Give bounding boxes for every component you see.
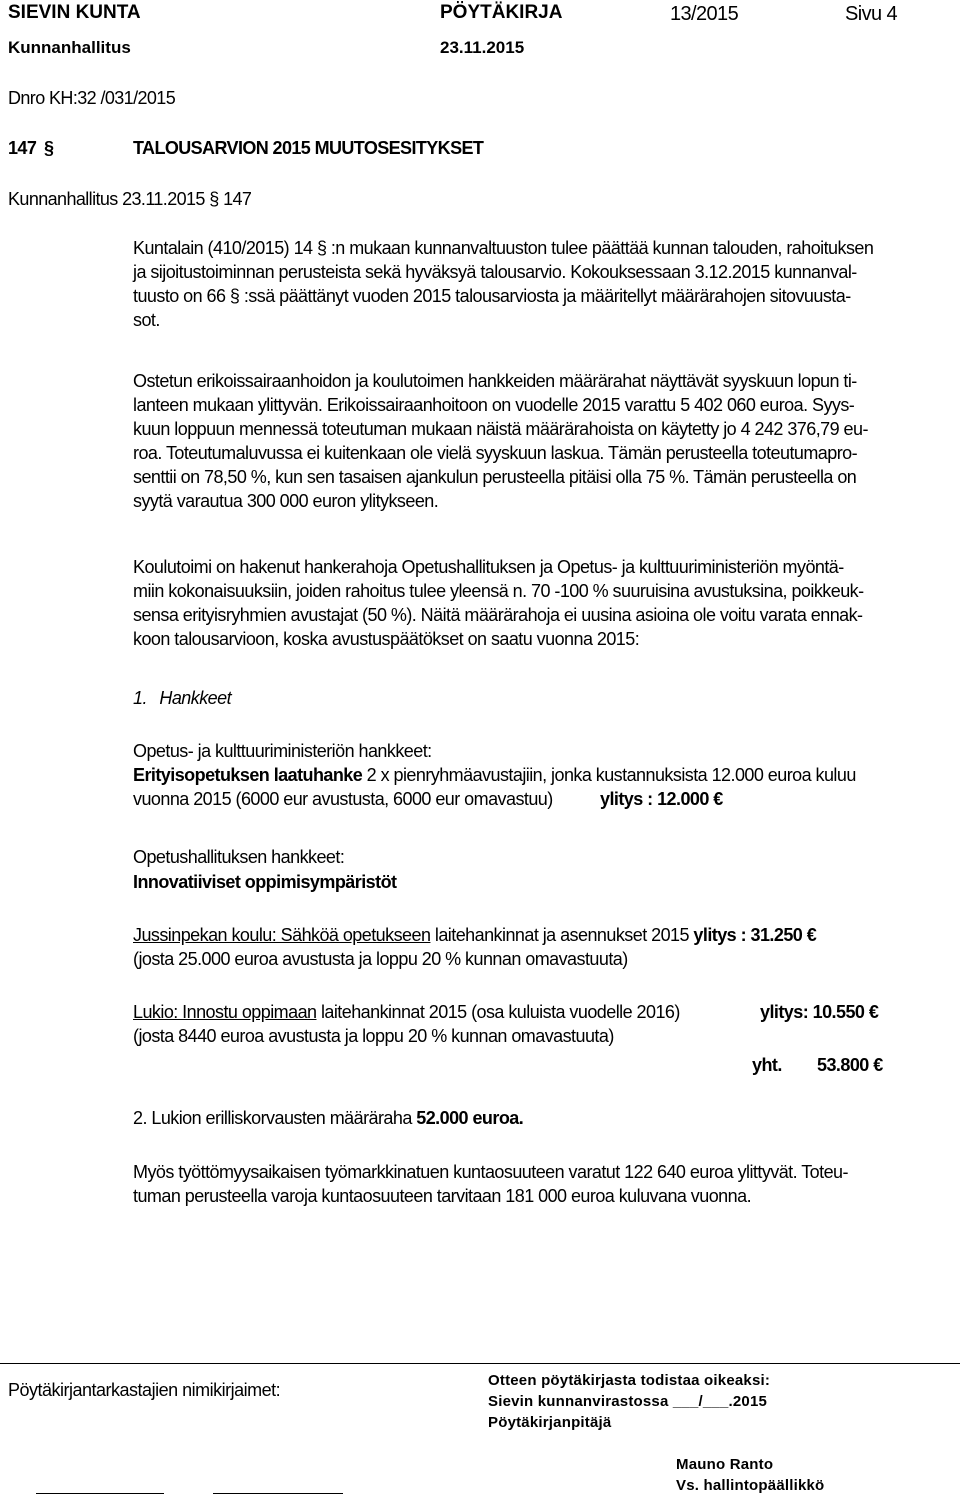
jussinpekka-text: laitehankinnat ja asennukset 2015 — [430, 925, 694, 945]
header-date: 23.11.2015 — [440, 38, 525, 57]
okm-item-line2: vuonna 2015 (6000 eur avustusta, 6000 eur omavastuu) — [133, 789, 553, 809]
paragraph-line: kuun loppuun mennessä toteutuman mukaan näistä määrärahoista on käytetty jo 4 242 376,79 eu- — [133, 419, 868, 439]
paragraph-line: senttii on 78,50 %, kun sen tasaisen ajankulun perusteella pitäisi olla 75 %. Tämän perusteella on — [133, 467, 857, 487]
certify-label: Otteen pöytäkirjasta todistaa oikeaksi: — [488, 1372, 771, 1389]
euro-icon: € — [806, 925, 817, 945]
section-number: 147 — [8, 138, 37, 158]
session-ref-text: Kunnanhallitus 23.11.2015 — [8, 189, 205, 209]
signature-line-2 — [213, 1493, 343, 1494]
lukio-overrun — [760, 1002, 878, 1023]
euro-icon: € — [873, 1055, 883, 1075]
paragraph-line: ja sijoitustoiminnan perusteista sekä hyväksyä talousarvio. Kokouksessaan 3.12.2015 kunnanval- — [133, 262, 857, 282]
euro-icon: € — [713, 789, 723, 809]
session-ref-number: 147 — [223, 189, 252, 209]
footer-divider — [0, 1363, 960, 1364]
signer-name: Mauno Ranto — [676, 1456, 774, 1473]
paragraph-line: Ostetun erikoissairaanhoidon ja koulutoimen hankkeiden määrärahat näyttävät syyskuun lopun ti- — [133, 371, 857, 391]
municipality-name: SIEVIN KUNTA — [8, 2, 141, 23]
jussinpekka-title: Jussinpekan koulu: Sähköä opetukseen — [133, 925, 431, 945]
oph-subheading: Innovatiiviset oppimisympäristöt — [133, 872, 397, 892]
list-number: 1. — [133, 688, 147, 708]
okm-item-title: Erityisopetuksen laatuhanke — [133, 765, 363, 785]
jussinpekka-overrun: ylitys : 31.250 — [693, 925, 803, 945]
total-value: 53.800 — [817, 1055, 869, 1075]
document-type: PÖYTÄKIRJA — [440, 2, 563, 23]
lukio-line2: (josta 8440 euroa avustusta ja loppu 20 % kunnan omavastuuta) — [133, 1026, 614, 1046]
session-reference — [8, 189, 251, 210]
lukio-text: laitehankinnat 2015 (osa kuluista vuodelle 2016) — [316, 1002, 680, 1022]
paragraph-line: sot. — [133, 310, 160, 330]
okm-item-text: 2 x pienryhmäavustajiin, jonka kustannuksista 12.000 euroa kuluu — [362, 765, 856, 785]
paragraph-erikoissairaanhoito — [133, 369, 868, 513]
certify-place: Sievin kunnanvirastossa ___/___.2015 — [488, 1393, 768, 1410]
total-label: yht. — [752, 1055, 782, 1075]
section-title: TALOUSARVION 2015 MUUTOSESITYKSET — [133, 138, 484, 158]
list2-text: 2. Lukion erilliskorvausten määräraha — [133, 1108, 417, 1128]
okm-item-line1 — [133, 765, 856, 786]
lukio-overrun-value: ylitys: 10.550 — [760, 1002, 865, 1022]
lukio-line1 — [133, 1002, 680, 1023]
checkers-initials-label: Pöytäkirjantarkastajien nimikirjaimet: — [8, 1380, 281, 1400]
paragraph-line: lanteen mukaan ylittyvän. Erikoissairaanhoitoon on vuodelle 2015 varattu 5 402 060 euroa. Syys- — [133, 395, 855, 415]
paragraph-kuntalaki — [133, 236, 873, 332]
paragraph-line: roa. Toteutumaluvussa ei kuitenkaan ole vielä syyskuun laskua. Tämän perusteella toteutumapro- — [133, 443, 858, 463]
paragraph-line: tuusto on 66 § :ssä päättänyt vuoden 2015 talousarviosta ja määritellyt määrärahojen sitovuusta- — [133, 286, 851, 306]
page-number: Sivu 4 — [845, 3, 897, 25]
okm-overrun — [600, 789, 723, 810]
session-ref-symbol: § — [209, 189, 219, 209]
dnro: Dnro KH:32 /031/2015 — [8, 88, 176, 108]
list2-amount: 52.000 euroa. — [416, 1108, 524, 1128]
paragraph-line: Myös työttömyysaikaisen työmarkkinatuen kuntaosuuteen varatut 122 640 euroa ylittyvät. Toteu- — [133, 1162, 848, 1182]
jussinpekka-line2: (josta 25.000 euroa avustusta ja loppu 20 % kunnan omavastuuta) — [133, 949, 628, 969]
paragraph-koulutoimi — [133, 555, 864, 651]
paragraph-line: koon talousarvioon, koska avustuspäätökset on saatu vuonna 2015: — [133, 629, 640, 649]
okm-overrun-value: ylitys : 12.000 — [600, 789, 709, 809]
signature-line-1 — [36, 1493, 164, 1494]
paragraph-line: miin kokonaisuuksiin, joiden rahoitus tulee yleensä n. 70 -100 % suuruisina avustuksina, poikkeuk- — [133, 581, 864, 601]
document-number: 13/2015 — [670, 3, 739, 25]
list-label: Hankkeet — [159, 688, 232, 708]
paragraph-line: Kuntalain (410/2015) 14 § :n mukaan kunnanvaltuuston tulee päättää kunnan talouden, rahoituksen — [133, 238, 874, 258]
okm-heading: Opetus- ja kulttuuriministeriön hankkeet: — [133, 741, 432, 761]
paragraph-line: sensa erityisryhmien avustajat (50 %). Näitä määrärahoja ei uusina asioina ole voitu varata ennak- — [133, 605, 863, 625]
signer-title: Vs. hallintopäällikkö — [676, 1477, 825, 1494]
oph-heading: Opetushallituksen hankkeet: — [133, 847, 345, 867]
certify-role: Pöytäkirjanpitäjä — [488, 1414, 612, 1431]
total-amount — [817, 1055, 883, 1076]
list-item-lukio-korvaus — [133, 1108, 523, 1129]
paragraph-line: syytä varautua 300 000 euron ylitykseen. — [133, 491, 439, 511]
header-body-name: Kunnanhallitus — [8, 38, 131, 57]
paragraph-line: tuman perusteella varoja kuntaosuuteen tarvitaan 181 000 euroa kuluvana vuonna. — [133, 1186, 752, 1206]
jussinpekka-line1 — [133, 925, 816, 946]
paragraph-line: Koulutoimi on hakenut hankerahoja Opetushallituksen ja Opetus- ja kulttuuriministeriön myöntä- — [133, 557, 844, 577]
lukio-title: Lukio: Innostu oppimaan — [133, 1002, 317, 1022]
section-symbol: § — [44, 138, 54, 158]
euro-icon: € — [868, 1002, 879, 1022]
list-item-hankkeet — [133, 688, 231, 709]
paragraph-tyomarkkinatuki — [133, 1160, 848, 1208]
